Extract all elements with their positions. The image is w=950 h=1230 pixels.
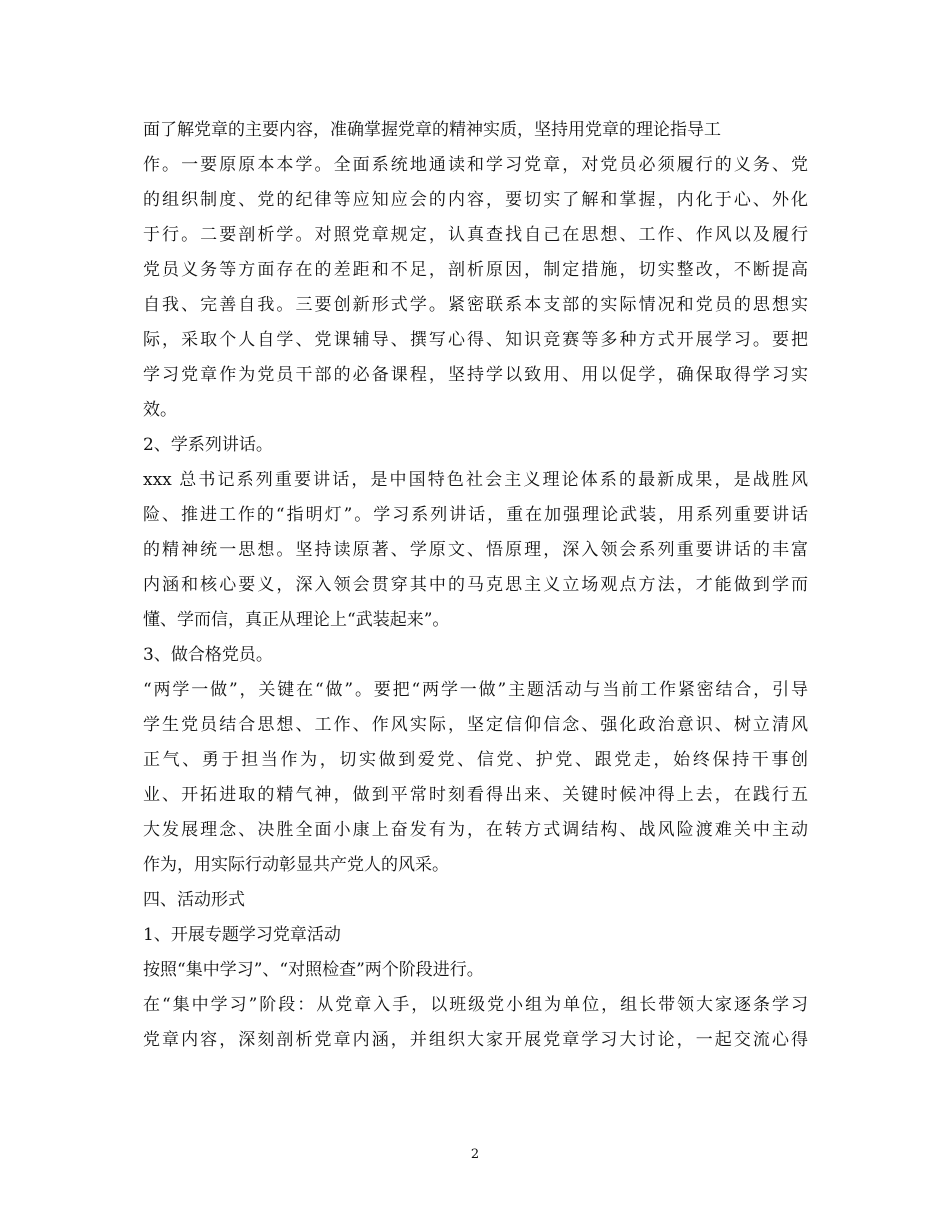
text-line: 党章内容，深刻剖析党章内涵，并组织大家开展党章学习大讨论，一起交流心得 (143, 1030, 808, 1050)
text-line: 按照“集中学习”、“对照检查”两个阶段进行。 (143, 960, 484, 980)
page-number: 2 (470, 1147, 480, 1162)
text-line: 1、开展专题学习党章活动 (143, 925, 341, 945)
text-line: 在“集中学习”阶段：从党章入手，以班级党小组为单位，组长带领大家逐条学习 (143, 995, 808, 1015)
document-body (143, 113, 808, 1058)
text-line: 际，采取个人自学、党课辅导、撰写心得、知识竞赛等多种方式开展学习。要把 (143, 330, 808, 350)
text-line: xxx 总书记系列重要讲话，是中国特色社会主义理论体系的最新成果，是战胜风 (143, 470, 808, 490)
text-line: 大发展理念、决胜全面小康上奋发有为，在转方式调结构、战风险渡难关中主动 (143, 820, 808, 840)
text-line: 作。一要原原本本学。全面系统地通读和学习党章，对党员必须履行的义务、党 (143, 155, 808, 175)
text-line: 正气、勇于担当作为，切实做到爱党、信党、护党、跟党走，始终保持干事创 (143, 750, 808, 770)
text-line: 懂、学而信，真正从理论上“武装起来”。 (143, 610, 450, 630)
text-line: 四、活动形式 (143, 890, 245, 910)
text-line: “两学一做”，关键在“做”。要把“两学一做”主题活动与当前工作紧密结合，引导 (143, 680, 808, 700)
text-line: 3、做合格党员。 (143, 645, 273, 665)
text-line: 2、学系列讲话。 (143, 435, 273, 455)
text-line: 效。 (143, 400, 177, 420)
text-line: 的精神统一思想。坚持读原著、学原文、悟原理，深入领会系列重要讲话的丰富 (143, 540, 808, 560)
text-line: 学生党员结合思想、工作、作风实际，坚定信仰信念、强化政治意识、树立清风 (143, 715, 808, 735)
text-line: 自我、完善自我。三要创新形式学。紧密联系本支部的实际情况和党员的思想实 (143, 295, 808, 315)
text-line: 学习党章作为党员干部的必备课程，坚持学以致用、用以促学，确保取得学习实 (143, 365, 808, 385)
text-line: 险、推进工作的“指明灯”。学习系列讲话，重在加强理论武装，用系列重要讲话 (143, 505, 808, 525)
text-line: 作为，用实际行动彰显共产党人的风采。 (143, 855, 449, 875)
text-line: 业、开拓进取的精气神，做到平常时刻看得出来、关键时候冲得上去，在践行五 (143, 785, 808, 805)
text-line: 于行。二要剖析学。对照党章规定，认真查找自己在思想、工作、作风以及履行 (143, 225, 808, 245)
text-line: 党员义务等方面存在的差距和不足，剖析原因，制定措施，切实整改，不断提高 (143, 260, 808, 280)
text-line: 面了解党章的主要内容，准确掌握党章的精神实质，坚持用党章的理论指导工 (143, 120, 721, 140)
text-line: 内涵和核心要义，深入领会贯穿其中的马克思主义立场观点方法，才能做到学而 (143, 575, 808, 595)
text-line: 的组织制度、党的纪律等应知应会的内容，要切实了解和掌握，内化于心、外化 (143, 190, 808, 210)
